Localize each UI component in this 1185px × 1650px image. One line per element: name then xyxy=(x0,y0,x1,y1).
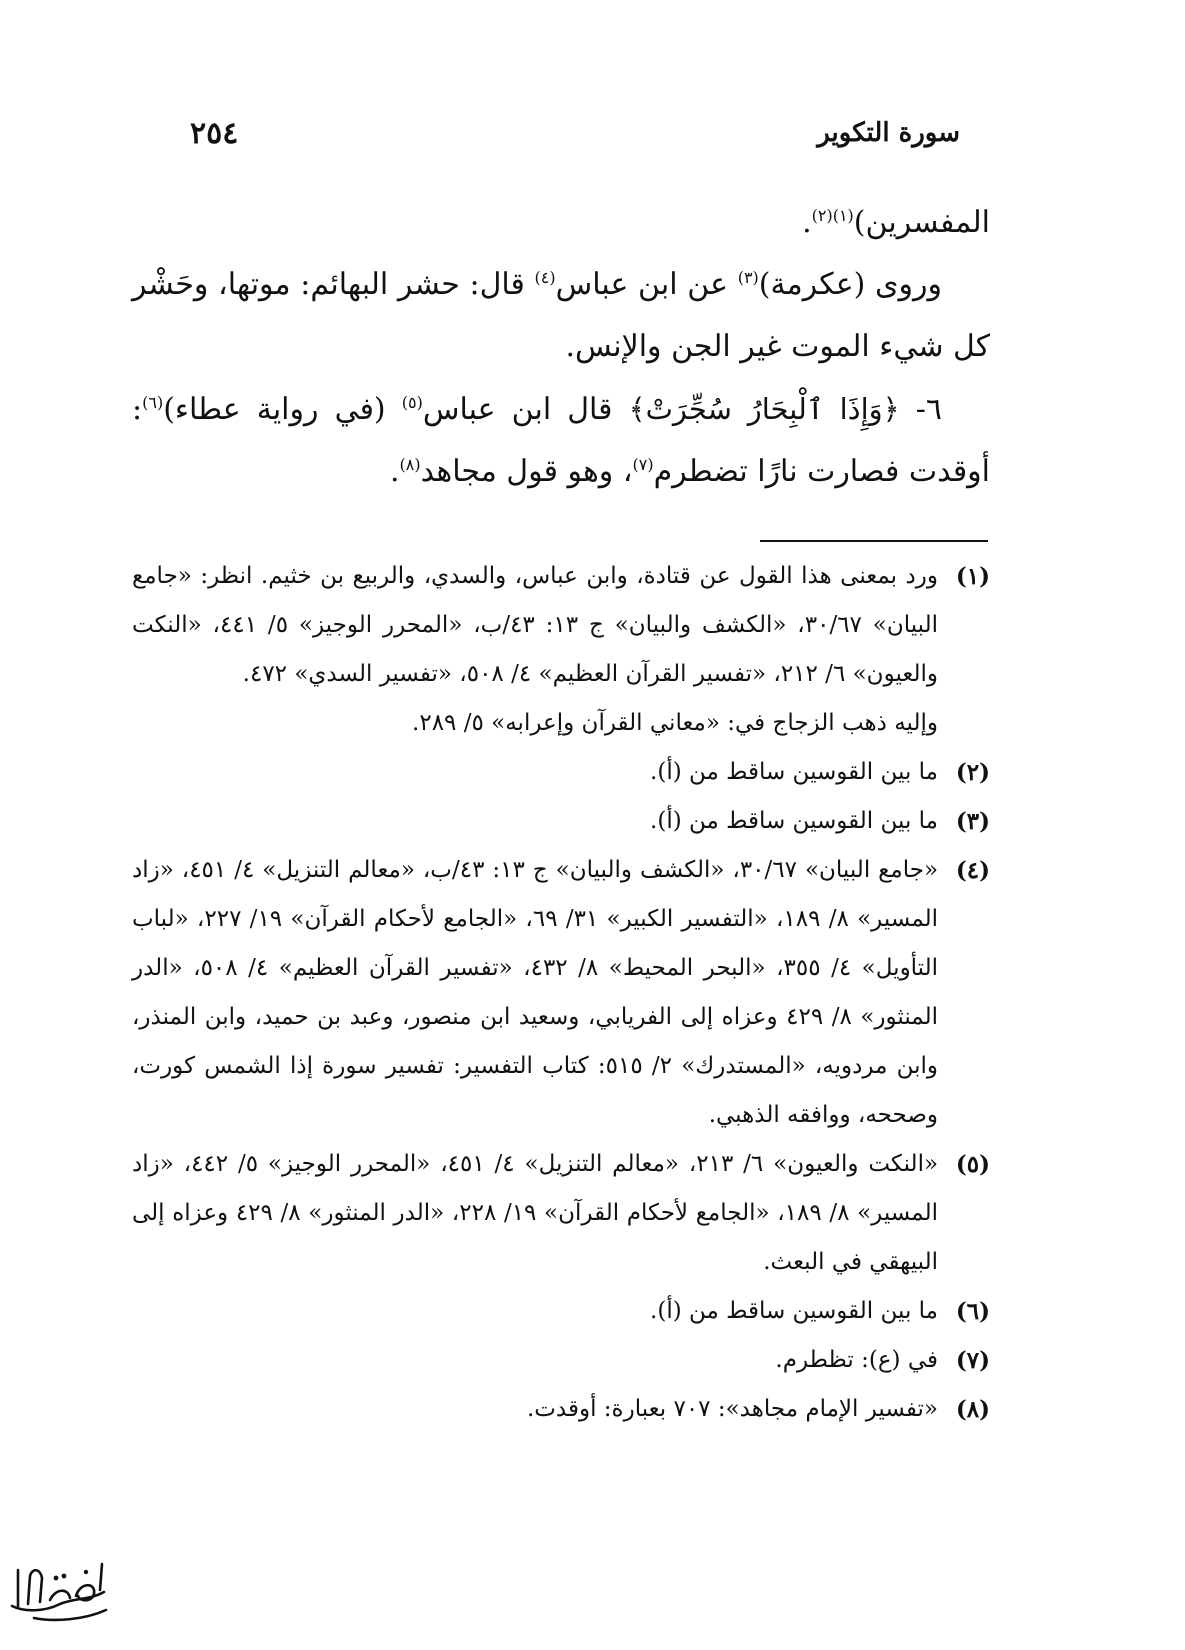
text-span: ، وهو قول مجاهد xyxy=(420,454,633,489)
footnote-number: (٨) xyxy=(955,1396,990,1423)
page-number: ٢٥٤ xyxy=(190,115,239,151)
footnote-text xyxy=(132,748,938,797)
text-span: . xyxy=(389,454,400,489)
footnote-paragraph: ما بين القوسين ساقط من (أ). xyxy=(650,1298,938,1324)
paragraph-3 xyxy=(132,378,990,503)
footnote-paragraph: وإليه ذهب الزجاج في: «معاني القرآن وإعرابه» ٥/ ٢٨٩. xyxy=(412,710,938,736)
footnote-3 xyxy=(132,797,990,846)
calligraphic-logo-icon xyxy=(4,1548,114,1628)
surah-title: سورة التكوير xyxy=(817,118,960,148)
footnote-8 xyxy=(132,1385,990,1434)
main-text xyxy=(132,192,990,503)
verse-number: ٦- xyxy=(899,392,942,427)
footnote-ref: (٦) xyxy=(142,393,164,412)
footnote-text xyxy=(132,1287,938,1336)
footnote-number: (٧) xyxy=(955,1347,990,1374)
text-span: (في رواية عطاء) xyxy=(163,392,402,427)
footnote-ref: (٨) xyxy=(399,455,421,474)
footnote-text xyxy=(132,1336,938,1385)
text-span: قال: حشر البهائم: موتها، وحَشْر كل شيء الموت غير الجن والإنس. xyxy=(132,267,990,364)
footnote-ref: (٧) xyxy=(632,455,654,474)
footnote-text xyxy=(132,797,938,846)
footnote-paragraph: في (ع): تظطرم. xyxy=(775,1347,938,1373)
footnotes xyxy=(132,552,990,1434)
footnote-paragraph: ما بين القوسين ساقط من (أ). xyxy=(650,759,938,785)
footnote-paragraph: «النكت والعيون» ٦/ ٢١٣، «معالم التنزيل» ٤/ ٤٥١، «المحرر الوجيز» ٥/ ٤٤٢، «زاد المسير» ٨/ ١٨٩، «الجامع لأحكام القرآن» ١٩/ ٢٢٨، «الدر المنثور» ٨/ ٤٢٩ وعزاه إلى البيهقي في البعث. xyxy=(132,1151,939,1275)
footnote-4 xyxy=(132,846,990,1140)
text-span: : أوقدت فصارت نارًا تضطرم xyxy=(132,392,990,489)
text-span: . xyxy=(802,205,812,240)
footnote-paragraph: ما بين القوسين ساقط من (أ). xyxy=(650,808,938,834)
footnote-7 xyxy=(132,1336,990,1385)
footnote-5 xyxy=(132,1140,990,1287)
footnote-6 xyxy=(132,1287,990,1336)
footnote-ref: (٣) xyxy=(737,268,759,287)
footnote-number: (٢) xyxy=(955,759,990,786)
footnote-text xyxy=(132,1385,938,1434)
page-header xyxy=(190,108,960,158)
text-span: المفسرين) xyxy=(853,205,990,240)
footnote-text xyxy=(132,552,938,748)
text-span: وروى (عكرمة) xyxy=(758,267,942,302)
text-span: قال ابن عباس xyxy=(422,392,629,427)
quran-verse: ﴿وَإِذَا ٱلْبِحَارُ سُجِّرَتْ﴾ xyxy=(628,392,900,426)
paragraph-2 xyxy=(132,254,990,378)
footnote-ref: (٥) xyxy=(401,393,423,412)
footnote-number: (٤) xyxy=(955,857,990,884)
paragraph-1 xyxy=(132,192,990,254)
footnote-number: (٥) xyxy=(955,1151,990,1178)
footnote-ref: (١)(٢) xyxy=(811,206,854,225)
footnote-separator xyxy=(760,540,988,542)
footnote-number: (٦) xyxy=(955,1298,990,1325)
footnote-number: (٣) xyxy=(955,808,990,835)
footnote-2 xyxy=(132,748,990,797)
footnote-text xyxy=(132,1140,938,1287)
footnote-number: (١) xyxy=(955,563,990,590)
footnote-1 xyxy=(132,552,990,748)
footnote-paragraph: «جامع البيان» ٣٠/٦٧، «الكشف والبيان» ج ١٣: ٤٣/ب، «معالم التنزيل» ٤/ ٤٥١، «زاد المسير» ٨/ ١٨٩، «التفسير الكبير» ٣١/ ٦٩، «الجامع لأحكام القرآن» ١٩/ ٢٢٧، «لباب التأويل» ٤/ ٣٥٥، «البحر المحيط» ٨/ ٤٣٢، «تفسير القرآن العظيم» ٤/ ٥٠٨، «الدر المنثور» ٨/ ٤٢٩ وعزاه إلى الفريابي، وسعيد ابن منصور، وعبد بن حميد، وابن المنذر، وابن مردويه، «المستدرك» ٢/ ٥١٥: كتاب التفسير: تفسير سورة إذا الشمس كورت، وصححه، ووافقه الذهبي. xyxy=(132,857,939,1128)
footnote-paragraph: «تفسير الإمام مجاهد»: ٧٠٧ بعبارة: أوقدت. xyxy=(526,1396,938,1422)
text-span: عن ابن عباس xyxy=(555,267,738,302)
footnote-paragraph: ورد بمعنى هذا القول عن قتادة، وابن عباس، والسدي، والربيع بن خثيم. انظر: «جامع البيان» ٣٠/٦٧، «الكشف والبيان» ج ١٣: ٤٣/ب، «المحرر الوجيز» ٥/ ٤٤١، «النكت والعيون» ٦/ ٢١٢، «تفسير القرآن العظيم» ٤/ ٥٠٨، «تفسير السدي» ٤٧٢. xyxy=(132,563,939,687)
footnote-ref: (٤) xyxy=(534,268,556,287)
footnote-text xyxy=(132,846,938,1140)
